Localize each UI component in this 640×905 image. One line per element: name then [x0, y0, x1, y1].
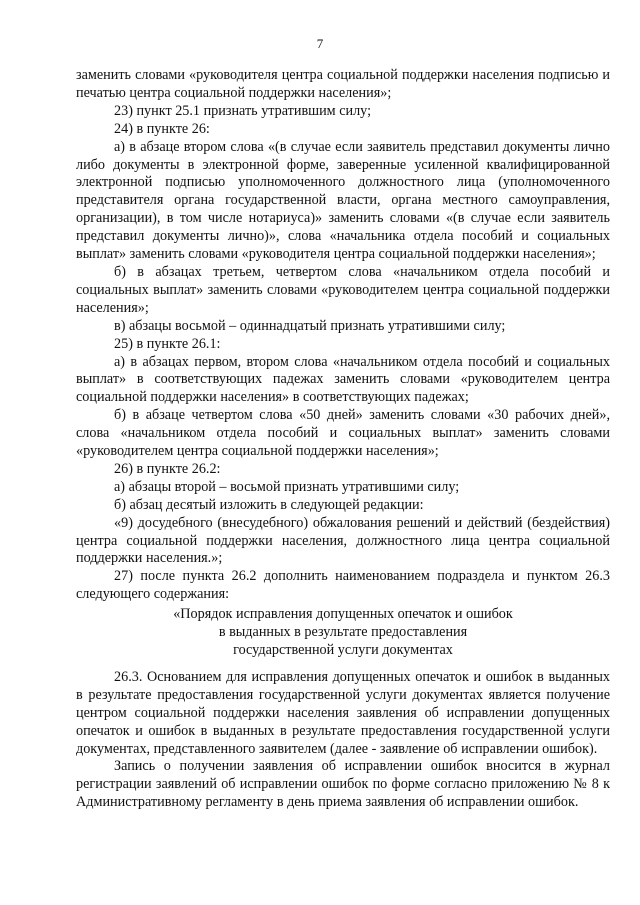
document-body	[76, 67, 610, 812]
paragraph-item-26-b: б) абзац десятый изложить в следующей редакции:	[114, 496, 424, 513]
paragraph-item-25: 25) в пункте 26.1:	[114, 335, 221, 352]
paragraph-continuation: заменить словами «руководителя центра социальной поддержки населения подписью и печатью центра социальной поддержки населения»;	[76, 67, 610, 101]
paragraph-item-25-b: б) в абзаце четвертом слова «50 дней» заменить словами «30 рабочих дней», слова «начальником отдела пособий и социальных выплат» заменить словами «руководителем центра социальной поддержки населения»;	[76, 407, 610, 460]
paragraph-item-27: 27) после пункта 26.2 дополнить наименованием подраздела и пунктом 26.3 следующего содержания:	[76, 568, 610, 603]
new-section-body	[76, 669, 610, 812]
section-heading-line-3: государственной услуги документах	[233, 642, 453, 658]
amendments-list	[76, 67, 610, 604]
paragraph-journal-record: Запись о получении заявления об исправлении ошибок вносится в журнал регистрации заявлений об исправлении ошибок по форме согласно приложению № 8 к Административному регламенту в день приема заявления об исправлении ошибок.	[76, 758, 610, 811]
page-number: 7	[316, 36, 324, 51]
paragraph-item-24-v: в) абзацы восьмой – одиннадцатый признать утратившими силу;	[114, 317, 506, 334]
paragraph-item-24-a: а) в абзаце втором слова «(в случае если заявитель представил документы лично либо документы в электронной форме, заверенные усиленной квалифицированной электронной подписью уполномоченного должностного лица (уполномоченного представителя органа государственной власти, органа местного самоуправления, организации), в том числе нотариуса)» заменить словами «(в случае если заявитель представил документы лично)», слова «начальника отдела пособий и социальных выплат» заменить словами «руководителя центра социальной поддержки населения»;	[76, 138, 610, 263]
paragraph-item-23: 23) пункт 25.1 признать утратившим силу;	[114, 102, 372, 119]
section-heading-line-1: «Порядок исправления допущенных опечаток и ошибок	[173, 606, 513, 623]
paragraph-26-3: 26.3. Основанием для исправления допущенных опечаток и ошибок в выданных в результате предоставления государственной услуги документах является получение центром социальной поддержки населения заявления об исправлении допущенных опечаток и ошибок в выданных в результате предоставления государственной услуги документах, представленного заявителем (далее - заявление об исправлении ошибок).	[76, 668, 610, 757]
paragraph-item-26-quote: «9) досудебного (внесудебного) обжалования решений и действий (бездействия) центра социальной поддержки населения, должностного лица центра социальной поддержки населения.»;	[76, 514, 610, 567]
section-heading	[76, 606, 610, 660]
paragraph-item-24-b: б) в абзацах третьем, четвертом слова «начальником отдела пособий и социальных выплат» заменить словами «руководителем центра социальной поддержки населения»;	[76, 263, 610, 316]
section-heading-line-2: в выданных в результате предоставления	[218, 624, 468, 641]
paragraph-item-25-a: а) в абзацах первом, втором слова «начальником отдела пособий и социальных выплат» в соответствующих падежах заменить словами «руководителем центра социальной поддержки населения» в соответствующих падежах;	[76, 353, 610, 406]
paragraph-item-24: 24) в пункте 26:	[114, 120, 210, 137]
paragraph-item-26-a: а) абзацы второй – восьмой признать утратившими силу;	[114, 478, 460, 495]
paragraph-item-26: 26) в пункте 26.2:	[114, 460, 221, 477]
